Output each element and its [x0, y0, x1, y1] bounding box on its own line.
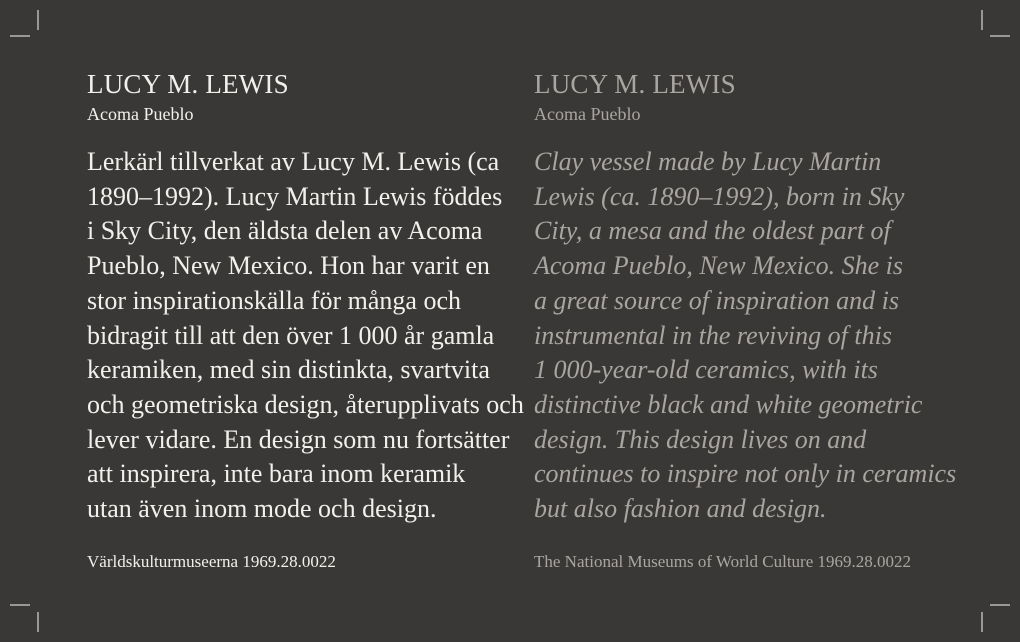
artist-name-swedish: LUCY M. LEWIS	[87, 69, 289, 99]
description-line: utan även inom mode och design.	[87, 494, 437, 524]
description-line: bidragit till att den över 1 000 år gamla	[87, 320, 495, 350]
description-line: continues to inspire not only in ceramics	[534, 459, 957, 489]
description-line: i Sky City, den äldsta delen av Acoma	[87, 216, 483, 246]
description-line: City, a mesa and the oldest part of	[534, 216, 891, 246]
description-line: 1 000-year-old ceramics, with its	[534, 355, 878, 385]
description-line: Lerkärl tillverkat av Lucy M. Lewis (ca	[87, 147, 500, 176]
description-swedish	[87, 145, 524, 527]
description-line: keramiken, med sin distinkta, svartvita	[87, 355, 490, 385]
place-swedish: Acoma Pueblo	[87, 104, 194, 124]
description-english	[534, 145, 974, 527]
description-line: Lewis (ca. 1890–1992), born in Sky	[534, 181, 905, 211]
english-label-column	[534, 68, 974, 527]
description-line: Pueblo, New Mexico. Hon har varit en	[87, 251, 490, 281]
description-line: 1890–1992). Lucy Martin Lewis föddes	[87, 181, 503, 211]
description-line: stor inspirationskälla för många och	[87, 285, 462, 315]
crop-mark-top-right-horizontal	[990, 35, 1010, 37]
description-line: Acoma Pueblo, New Mexico. She is	[534, 251, 903, 281]
description-line: att inspirera, inte bara inom keramik	[87, 459, 466, 489]
credit-english: The National Museums of World Culture 1969.28.0022	[534, 552, 911, 571]
description-line: instrumental in the reviving of this	[534, 320, 892, 350]
crop-mark-bottom-left-horizontal	[10, 604, 30, 606]
description-line: lever vidare. En design som nu fortsätter	[87, 424, 510, 454]
crop-mark-top-left-vertical	[37, 10, 39, 30]
description-line: och geometriska design, återupplivats och	[87, 389, 524, 419]
crop-mark-bottom-left-vertical	[37, 612, 39, 632]
crop-mark-bottom-right-vertical	[981, 612, 983, 632]
description-line: but also fashion and design.	[534, 494, 827, 524]
place-english: Acoma Pueblo	[534, 104, 641, 124]
description-line: Clay vessel made by Lucy Martin	[534, 147, 882, 176]
description-line: a great source of inspiration and is	[534, 285, 899, 315]
swedish-label-column	[87, 68, 524, 527]
crop-mark-top-left-horizontal	[10, 35, 30, 37]
credit-swedish: Världskulturmuseerna 1969.28.0022	[87, 552, 336, 571]
crop-mark-bottom-right-horizontal	[990, 604, 1010, 606]
description-line: distinctive black and white geometric	[534, 389, 923, 419]
crop-mark-top-right-vertical	[981, 10, 983, 30]
artist-name-english: LUCY M. LEWIS	[534, 69, 736, 99]
description-line: design. This design lives on and	[534, 424, 867, 454]
